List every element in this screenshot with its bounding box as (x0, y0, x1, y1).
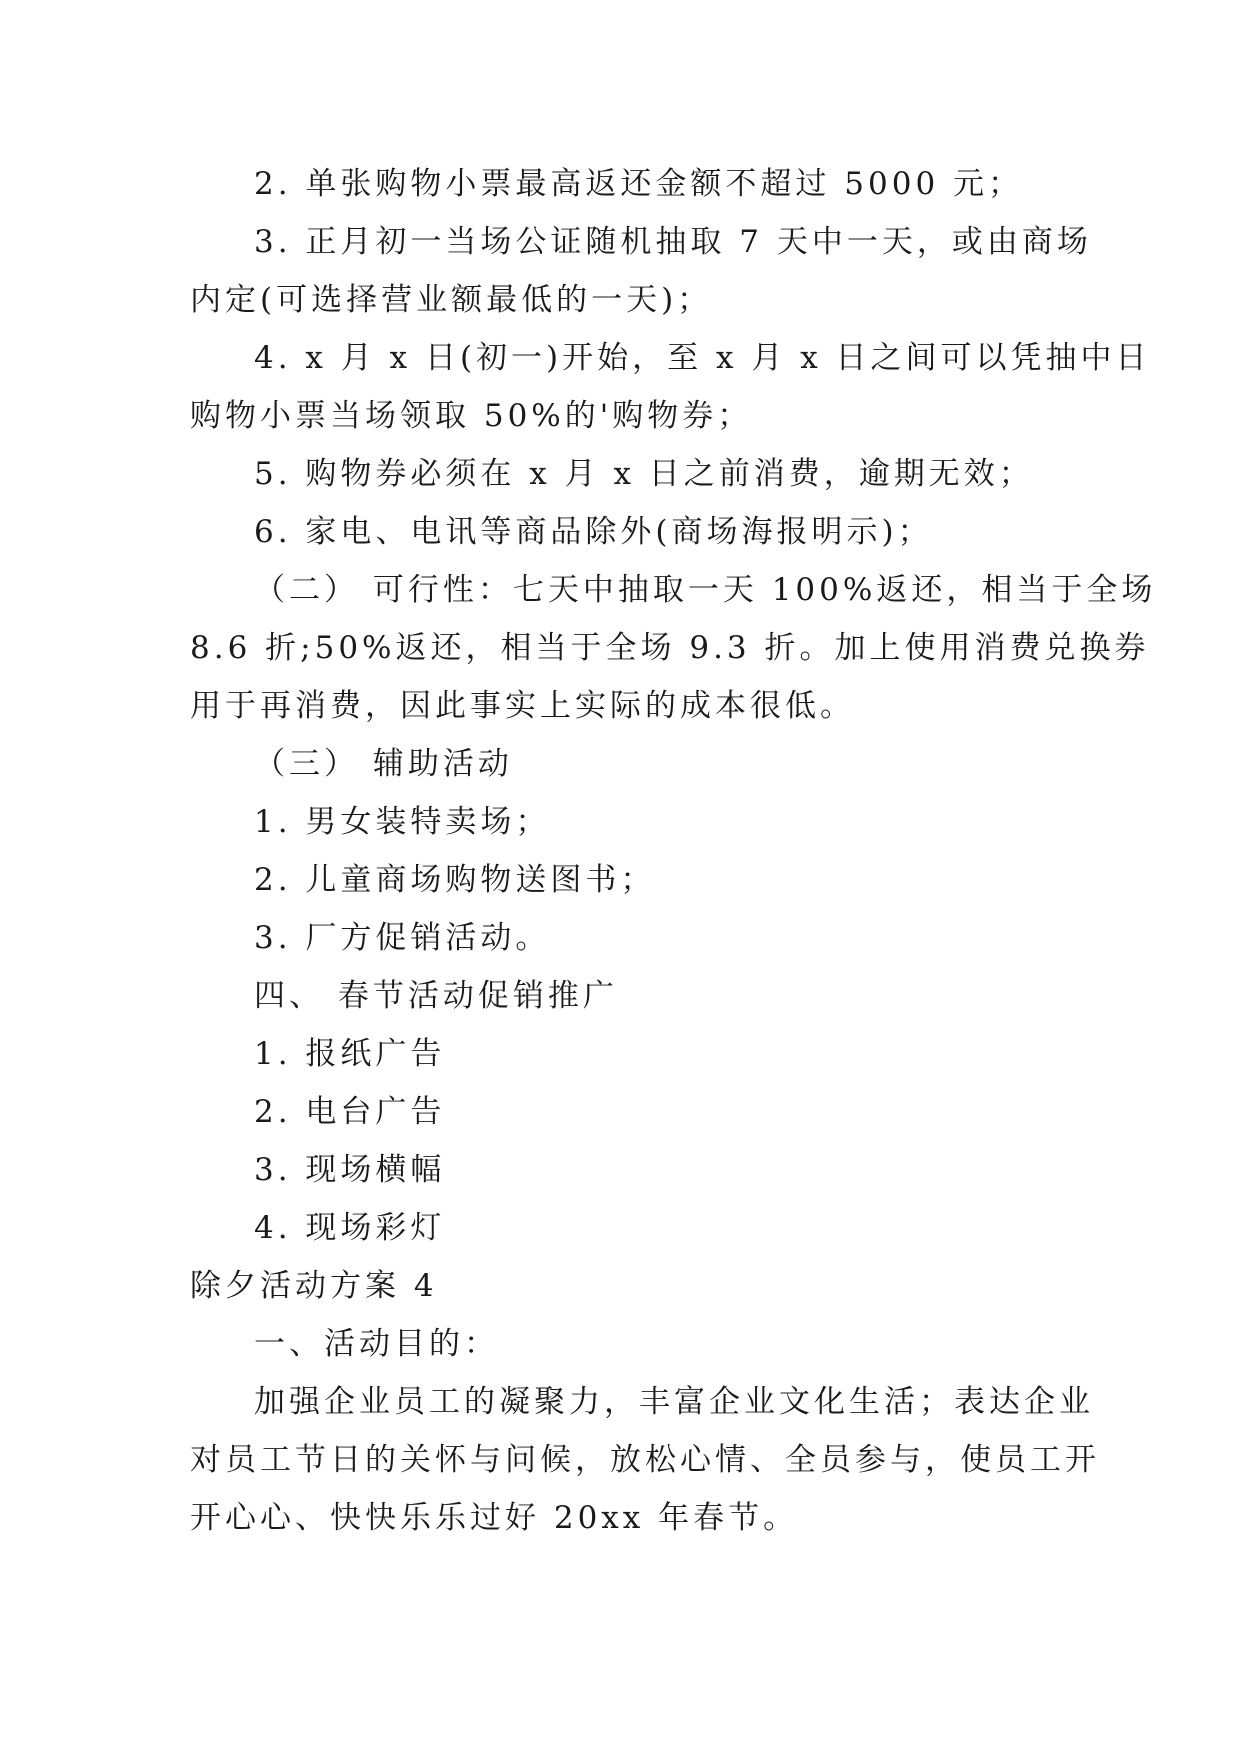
list-item: 3. 厂方促销活动。 (254, 920, 551, 956)
section-heading: （三） 辅助活动 (254, 746, 513, 782)
text-line: 内定(可选择营业额最低的一天)； (190, 282, 713, 318)
text-line: 加强企业员工的凝聚力，丰富企业文化生活；表达企业 (254, 1384, 1094, 1420)
text-line: 对员工节日的关怀与问候，放松心情、全员参与，使员工开 (190, 1442, 1100, 1478)
document-title: 除夕活动方案 4 (190, 1268, 438, 1304)
text-line: 购物小票当场领取 50%的'购物券； (190, 398, 753, 434)
text-line: 4. x 月 x 日(初一)开始，至 x 月 x 日之间可以凭抽中日 (254, 340, 1151, 376)
text-line: 开心心、快快乐乐过好 20xx 年春节。 (190, 1500, 799, 1536)
list-item: 1. 报纸广告 (254, 1036, 446, 1072)
text-line: 8.6 折;50%返还，相当于全场 9.3 折。加上使用消费兑换券 (190, 630, 1150, 666)
document-page (190, 0, 1157, 1754)
text-line: 3. 正月初一当场公证随机抽取 7 天中一天，或由商场 (254, 224, 1092, 260)
list-item: 3. 现场横幅 (254, 1152, 446, 1188)
text-line: 用于再消费，因此事实上实际的成本很低。 (190, 688, 855, 724)
text-line: 5. 购物券必须在 x 月 x 日之前消费，逾期无效； (254, 456, 1034, 492)
list-item: 2. 电台广告 (254, 1094, 446, 1130)
section-heading: 一、活动目的： (254, 1326, 499, 1362)
section-heading: 四、 春节活动促销推广 (254, 978, 618, 1014)
text-line: （二） 可行性：七天中抽取一天 100%返还，相当于全场 (254, 572, 1157, 608)
list-item: 2. 儿童商场购物送图书； (254, 862, 656, 898)
text-line: 6. 家电、电讯等商品除外(商场海报明示)； (254, 514, 933, 550)
text-line: 2. 单张购物小票最高返还金额不超过 5000 元； (254, 166, 1024, 202)
list-item: 1. 男女装特卖场； (254, 804, 551, 840)
list-item: 4. 现场彩灯 (254, 1210, 446, 1246)
